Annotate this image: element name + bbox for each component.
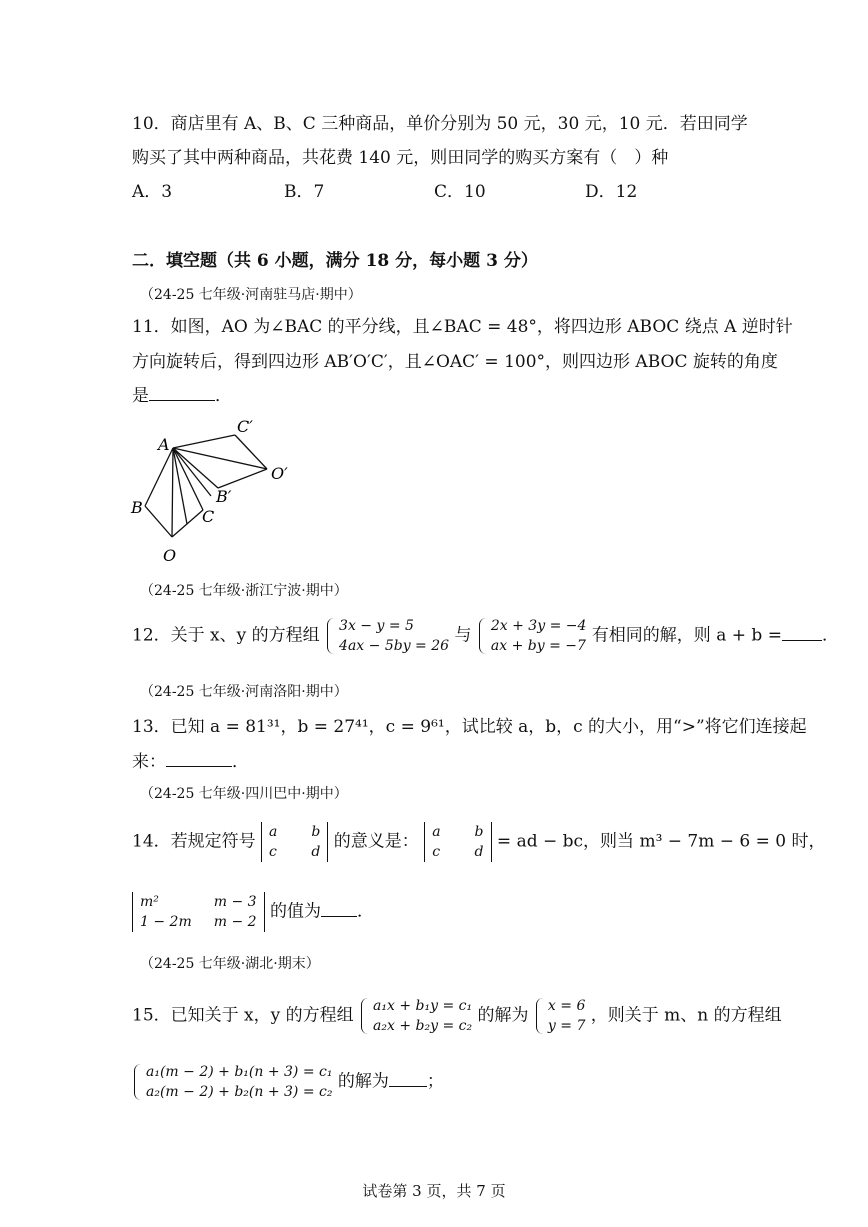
q15-system-1-eq1: a₁x + b₁y = c₁ (373, 998, 473, 1014)
q14-determinant-1 (261, 822, 328, 862)
segment-bo-prime (218, 469, 267, 488)
q13-line2 (132, 750, 249, 774)
q11-figure (125, 412, 300, 567)
q13-answer-blank (166, 752, 232, 767)
q12-system-1 (325, 616, 449, 656)
segment-oc-prime (235, 435, 267, 469)
q15-source: （24-25 七年级·湖北·期末） (140, 956, 320, 972)
q11-answer-blank (149, 386, 215, 401)
det1-b: b (311, 824, 321, 840)
q10-option-a: A．3 (132, 182, 173, 202)
q11-line3-prefix: 是 (132, 386, 149, 406)
q11-line1: 11．如图，AO 为∠BAC 的平分线，且∠BAC = 48°，将四边形 ABOC 绕点 A 逆时针 (132, 317, 793, 337)
q14-prefix: 14．若规定符号 (132, 831, 256, 852)
q14-line2 (132, 892, 374, 932)
q14-determinant-2 (424, 822, 491, 862)
q14-equation: = ad − bc，则当 m³ − 7m − 6 = 0 时， (496, 831, 826, 852)
q12-answer-blank (782, 626, 822, 641)
q12-system-2 (477, 616, 587, 656)
q15-suffix: ，则关于 m、n 的方程组 (590, 1005, 782, 1026)
q13-line2-prefix: 来： (132, 752, 166, 772)
q11-line2: 方向旋转后，得到四边形 AB′O′C′，且∠OAC′ = 100°，则四边形 ABOC 旋转的角度 (132, 352, 778, 372)
q15-line2-suffix: 的解为 (337, 1071, 389, 1092)
det2-b: b (474, 824, 484, 840)
q15-prefix: 15．已知关于 x，y 的方程组 (132, 1005, 354, 1026)
q12-mid: 与 (454, 625, 472, 646)
q15-system-2 (534, 996, 585, 1036)
det2-a: a (432, 824, 441, 840)
q15-system-2-eq1: x = 6 (547, 998, 586, 1014)
q15-end: ； (426, 1071, 444, 1092)
q15-system-1 (359, 996, 472, 1036)
q15-line1 (132, 996, 782, 1036)
q14-line1 (132, 822, 826, 862)
q15-system-3 (132, 1062, 332, 1102)
q12-prefix: 12．关于 x、y 的方程组 (132, 625, 320, 646)
det3-d: m − 2 (213, 914, 257, 930)
q13-source: （24-25 七年级·河南洛阳·期中） (140, 684, 348, 700)
q12-system-2-eq2: ax + by = −7 (490, 638, 586, 654)
segment-bo (145, 506, 172, 537)
q14-mid: 的意义是： (333, 831, 419, 852)
q14-determinant-3 (132, 892, 265, 932)
q10-option-b: B．7 (284, 182, 325, 202)
segment-ac-prime (173, 435, 235, 448)
q15-mid: 的解为 (477, 1005, 529, 1026)
label-o-prime: O′ (271, 464, 288, 483)
label-c-prime: C′ (237, 417, 253, 436)
q10-option-d: D．12 (585, 182, 638, 202)
det3-a: m² (140, 894, 159, 910)
q15-line2 (132, 1062, 444, 1102)
q12-system-1-eq1: 3x − y = 5 (339, 618, 414, 634)
q12-line (132, 616, 839, 656)
det1-c: c (269, 844, 277, 860)
det1-a: a (269, 824, 278, 840)
segment-ao (172, 448, 173, 537)
q12-source: （24-25 七年级·浙江宁波·期中） (140, 583, 348, 599)
q15-system-1-eq2: a₂x + b₂y = c₂ (373, 1018, 473, 1034)
label-o: O (163, 546, 177, 565)
q15-answer-blank (389, 1072, 427, 1087)
det2-d: d (474, 844, 484, 860)
q12-end: ． (821, 625, 839, 646)
det1-d: d (311, 844, 321, 860)
label-b: B (131, 498, 143, 517)
q12-suffix: 有相同的解，则 a + b = (591, 625, 782, 646)
q11-line3 (132, 384, 232, 408)
segment-ac (173, 448, 203, 510)
q14-line2-suffix: 的值为 (269, 901, 321, 922)
det3-c: 1 − 2m (140, 914, 192, 930)
section-title: 二．填空题（共 6 小题，满分 18 分，每小题 3 分） (132, 251, 538, 271)
q15-system-3-eq2: a₂(m − 2) + b₂(n + 3) = c₂ (146, 1084, 333, 1100)
q13-line1: 13．已知 a = 81³¹，b = 27⁴¹，c = 9⁶¹，试比较 a，b，c 的大小，用“>”将它们连接起 (132, 717, 807, 737)
q15-system-3-eq1: a₁(m − 2) + b₁(n + 3) = c₁ (146, 1064, 333, 1080)
segment-ab (145, 448, 173, 506)
label-b-prime: B′ (216, 487, 232, 506)
det3-b: m − 3 (213, 894, 257, 910)
q11-line3-suffix: ． (215, 386, 232, 406)
label-a: A (158, 435, 170, 454)
q14-answer-blank (321, 902, 357, 917)
page-footer: 试卷第 3 页，共 7 页 (362, 1182, 506, 1200)
det2-c: c (432, 844, 441, 860)
q11-source: （24-25 七年级·河南驻马店·期中） (140, 287, 362, 303)
label-c: C (202, 507, 215, 526)
q15-system-2-eq2: y = 7 (547, 1018, 586, 1034)
q10-option-c: C．10 (434, 182, 486, 202)
q12-system-1-eq2: 4ax − 5by = 26 (339, 638, 450, 654)
q10-line2: 购买了其中两种商品，共花费 140 元，则田同学的购买方案有（ ）种 (132, 148, 669, 168)
q14-source: （24-25 七年级·四川巴中·期中） (140, 786, 348, 802)
q10-line1: 10．商店里有 A、B、C 三种商品，单价分别为 50 元，30 元，10 元．若田同学 (132, 114, 748, 134)
q13-line2-suffix: ． (232, 752, 249, 772)
q14-end: ． (356, 901, 374, 922)
q12-system-2-eq1: 2x + 3y = −4 (490, 618, 587, 634)
